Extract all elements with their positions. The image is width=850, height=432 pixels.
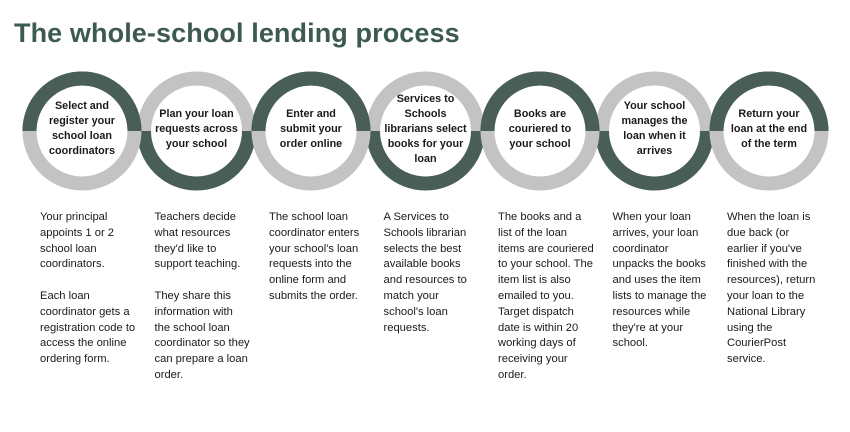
step-title: Books are couriered to your school <box>508 108 572 150</box>
step-description <box>727 210 823 368</box>
step-description-paragraph: The books and a list of the loan items are couriered to your school. The item list is also emailed to you. Target dispatch date is within 20 working days of receiving your order. <box>498 211 594 381</box>
step-description-paragraph: Each loan coordinator gets a registration code to access the online ordering form. <box>40 289 136 366</box>
step-title: Your school manages the loan when it arrives <box>621 100 688 157</box>
step-title: Return your loan at the end of the term <box>730 108 808 150</box>
step-title: Plan your loan requests across your school <box>155 108 238 150</box>
step-description <box>384 210 480 336</box>
step-description <box>613 210 709 352</box>
step-title: Enter and submit your order online <box>279 108 343 150</box>
step-description-paragraph: They share this information with the school loan coordinator so they can prepare a loan order. <box>154 289 250 381</box>
step-description <box>40 210 136 368</box>
step-description-paragraph: Your principal appoints 1 or 2 school loan coordinators. <box>40 211 115 271</box>
step-description-paragraph: When the loan is due back (or earlier if you've finished with the resources), return your loan to the National Library using the CourierPost service. <box>727 211 816 366</box>
step-description-paragraph: Teachers decide what resources they'd like to support teaching. <box>154 211 241 271</box>
step-description <box>269 210 365 305</box>
step-description-paragraph: A Services to Schools librarian selects the best available books and resources to match your school's loan requests. <box>383 211 467 334</box>
step-description <box>155 210 251 384</box>
step-title: Services to Schools librarians select books for your loan <box>384 93 467 165</box>
step-description <box>498 210 594 384</box>
page-title: The whole-school lending process <box>14 18 460 48</box>
step-title: Select and register your school loan coordinators <box>48 100 115 157</box>
step-description-paragraph: When your loan arrives, your loan coordinator unpacks the books and uses the item lists to manage the resources while they're at your school. <box>612 211 707 350</box>
step-description-paragraph: The school loan coordinator enters your school's loan requests into the online form and submits the order. <box>269 211 360 302</box>
